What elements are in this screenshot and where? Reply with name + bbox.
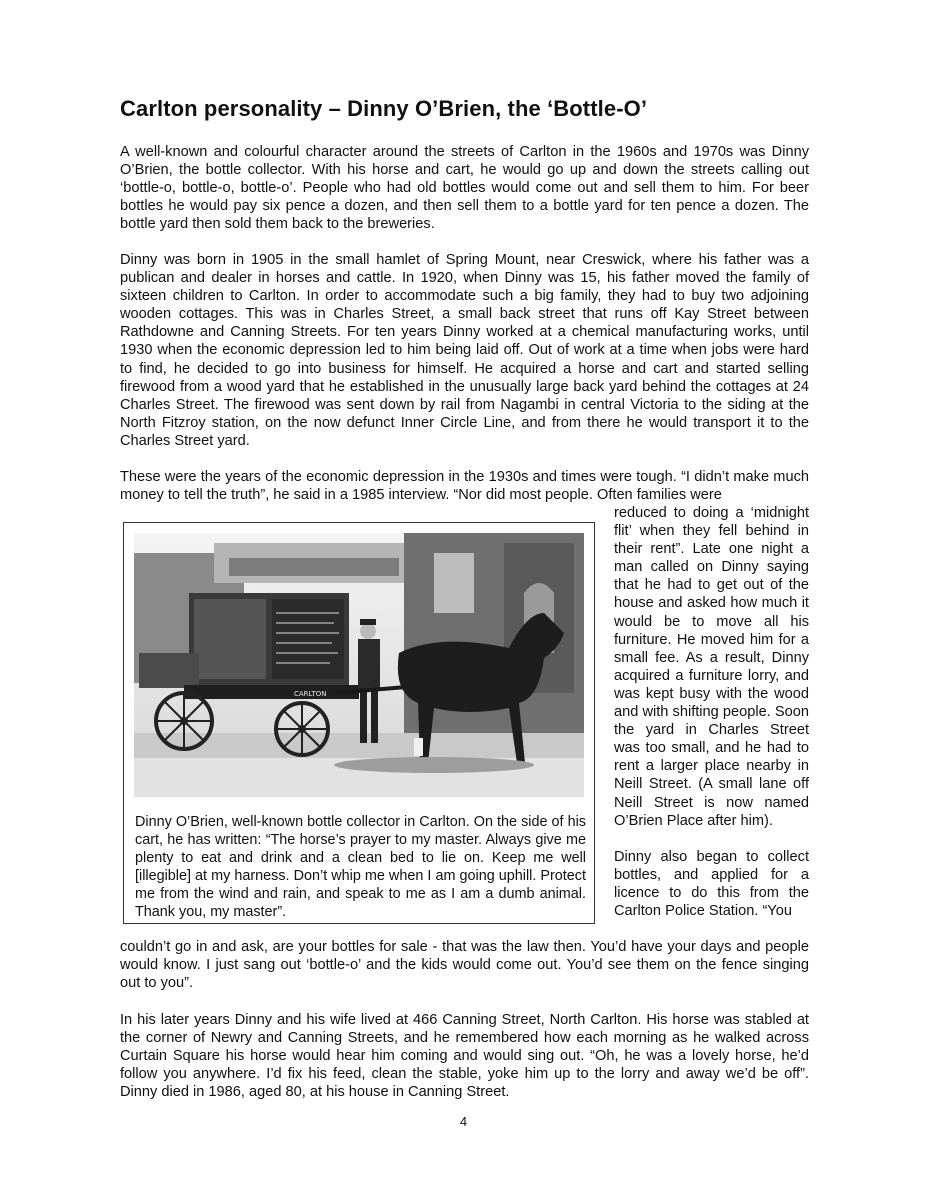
paragraph-bottle-law: couldn’t go in and ask, are your bottles for sale - that was the law then. You’d have your days and people would know. I just sang out ‘bottle-o’ and the kids would come out. You’d see them on the fence singing out to you”. (120, 939, 809, 992)
paragraph-depression: These were the years of the economic depression in the 1930s and times were tough. “I didn’t make much money to tell the truth”, he said in a 1985 interview. “Nor did most people. Often families were (120, 469, 809, 504)
side-paragraph-1: reduced to doing a ‘midnight flit’ when they fell behind in their rent”. Late one night a man called on Dinny saying that he had to get out of the house and asked how much it would be to move all his furniture. He moved him for a small fee. As a result, Dinny acquired a furniture lorry, and was kept busy with the wood and with shifting people. Soon the yard in Charles Street was too small, and he had to rent a larger place nearby in Neill Street. (A small lane off Neill Street is now named O’Brien Place after him). (614, 505, 809, 829)
paragraph-early-life: Dinny was born in 1905 in the small hamlet of Spring Mount, near Creswick, where his father was a publican and dealer in horses and cattle. In 1920, when Dinny was 15, his father moved the family of sixteen children to Carlton. In order to accommodate such a big family, they had to buy two adjoining wooden cottages. This was in Charles Street, a small back street that runs off Kay Street between Rathdowne and Canning Streets. For ten years Dinny worked at a chemical manufacturing works, until 1930 when the economic depression led to him being laid off. Out of work at a time when jobs were hard to find, he decided to go into business for himself. He acquired a horse and cart and started selling firewood from a wood yard that he established in the unusually large back yard behind the cottages at 24 Charles Street. The firewood was sent down by rail from Nagambi in central Victoria to the siding at the North Fitzroy station, on the now defunct Inner Circle Line, and from there he would transport it to the Charles Street yard. (120, 252, 809, 449)
article-title: Carlton personality – Dinny O’Brien, the ‘Bottle-O’ (120, 96, 648, 121)
horse-and-cart-photo (134, 533, 584, 797)
side-column (614, 504, 809, 920)
paragraph-later-years: In his later years Dinny and his wife lived at 466 Canning Street, North Carlton. His horse was stabled at the corner of Newry and Canning Streets, and he remembered how each morning as he walked across Curtain Square his horse would hear him coming and would sing out. “Oh, he was a lovely horse, he’d follow you anywhere. I’d fix his feed, clean the stable, yoke him up to the lorry and away we’d be off”. Dinny died in 1986, aged 80, at his house in Canning Street. (120, 1012, 809, 1101)
photo-figure (123, 522, 595, 924)
photo-caption: Dinny O’Brien, well-known bottle collector in Carlton. On the side of his cart, he has written: “The horse’s prayer to my master. Always give me plenty to eat and drink and a clean bed to lie on. Keep me well [illegible] at my harness. Don’t whip me when I am going uphill. Protect me from the wind and rain, and speak to me as I am a dumb animal. Thank you, my master”. (135, 814, 586, 921)
side-paragraph-2: Dinny also began to collect bottles, and applied for a licence to do this from the Carlton Police Station. “You (614, 848, 809, 919)
paragraph-intro: A well-known and colourful character around the streets of Carlton in the 1960s and 1970s was Dinny O’Brien, the bottle collector. With his horse and cart, he would go up and down the streets calling out ‘bottle-o, bottle-o, bottle-o’. People who had old bottles would come out and sell them to him. For beer bottles he would pay six pence a dozen, and then sell them to a bottle yard for ten pence a dozen. The bottle yard then sold them back to the breweries. (120, 144, 809, 233)
cart-sign-text: CARLTON (294, 690, 327, 698)
photo-illustration (134, 533, 584, 797)
page-number: 4 (459, 1114, 468, 1129)
